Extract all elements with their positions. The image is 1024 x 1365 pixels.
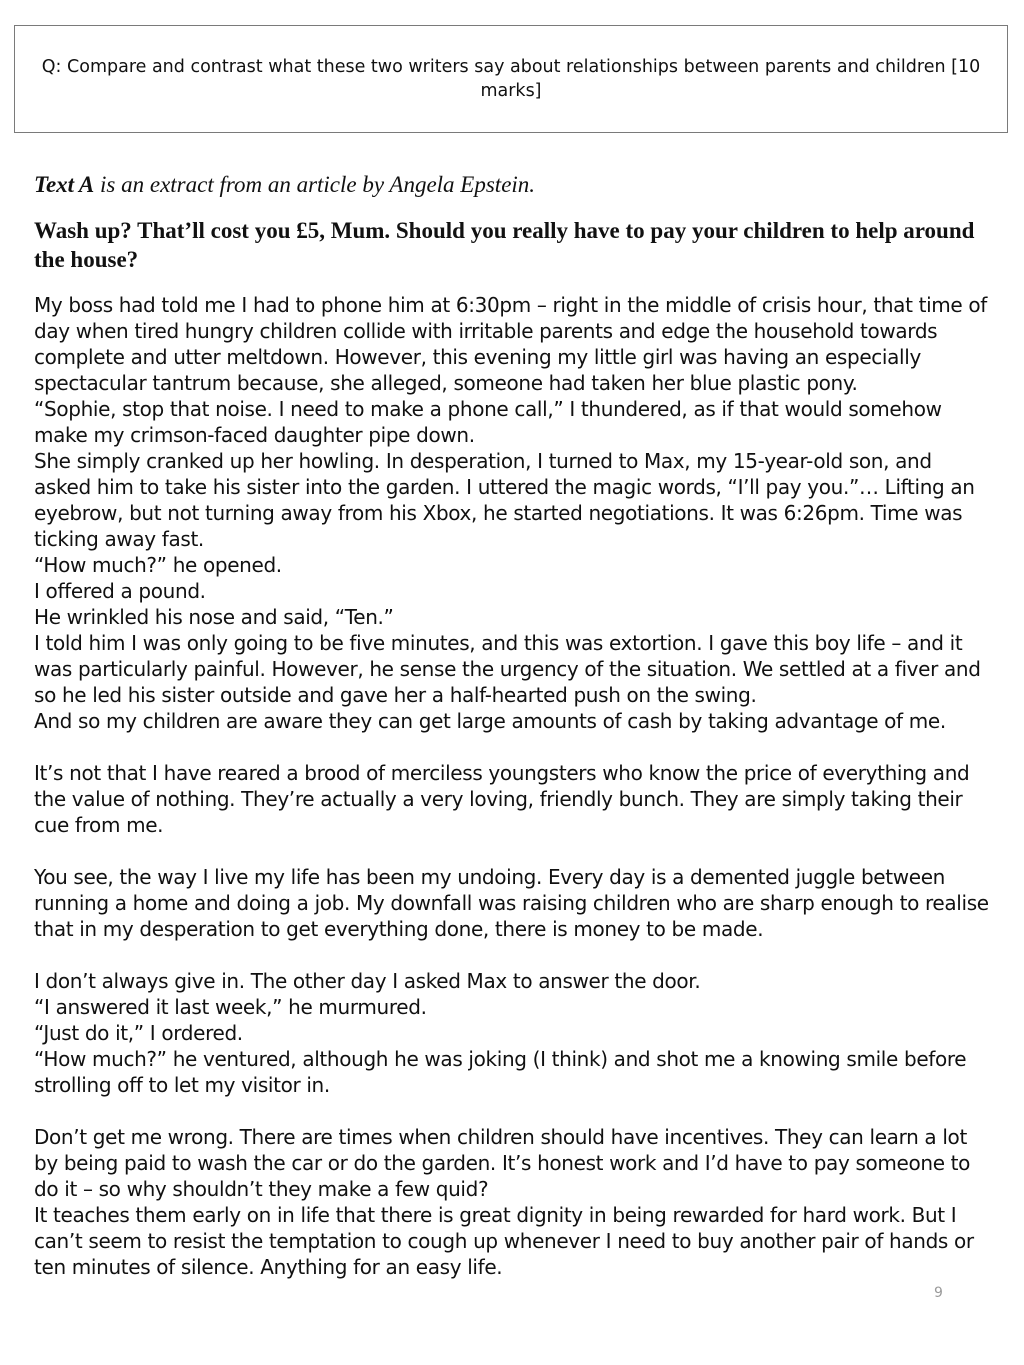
article-headline: Wash up? That’ll cost you £5, Mum. Should you really have to pay your children to help around the house?: [34, 218, 975, 272]
paragraph: “Sophie, stop that noise. I need to make a phone call,” I thundered, as if that would somehow make my crimson-faced daughter pipe down.: [34, 397, 942, 447]
paragraph: “How much?” he opened.: [34, 553, 282, 577]
source-description: is an extract from an article by Angela Epstein.: [94, 172, 536, 197]
paragraph-gap: [34, 1098, 994, 1124]
paragraph: She simply cranked up her howling. In desperation, I turned to Max, my 15-year-old son, and asked him to take his sister into the garden. I uttered the magic words, “I’ll pay you.”… Lifting an eyebrow, but not turning away from his Xbox, he started negotiations. It was 6:26pm. Time was ticking away fast.: [34, 449, 975, 551]
paragraph: It teaches them early on in life that there is great dignity in being rewarded for hard work. But I can’t seem to resist the temptation to cough up whenever I need to buy another pair of hands or ten minutes of silence. Anything for an easy life.: [34, 1203, 974, 1279]
paragraph-gap: [34, 734, 994, 760]
paragraph-gap: [34, 942, 994, 968]
source-intro: [34, 170, 994, 200]
page-number: 9: [934, 1285, 943, 1301]
question-text: Q: Compare and contrast what these two writers say about relationships between parents and children [10 marks]: [41, 57, 981, 101]
paragraph: I offered a pound.: [34, 579, 206, 603]
paragraph: My boss had told me I had to phone him at 6:30pm – right in the middle of crisis hour, that time of day when tired hungry children collide with irritable parents and edge the household towards complete and utter meltdown. However, this evening my little girl was having an especially spectacular tantrum because, she alleged, someone had taken her blue plastic pony.: [34, 293, 987, 395]
article-body: [34, 292, 994, 1280]
paragraph: I told him I was only going to be five minutes, and this was extortion. I gave this boy life – and it was particularly painful. However, he sense the urgency of the situation. We settled at a fiver and so he led his sister outside and gave her a half-hearted push on the swing.: [34, 631, 981, 707]
article-content: [34, 170, 994, 1280]
paragraph: “Just do it,” I ordered.: [34, 1021, 243, 1045]
paragraph: You see, the way I live my life has been my undoing. Every day is a demented juggle between running a home and doing a job. My downfall was raising children who are sharp enough to realise that in my desperation to get everything done, there is money to be made.: [34, 865, 989, 941]
paragraph: I don’t always give in. The other day I asked Max to answer the door.: [34, 969, 701, 993]
paragraph: It’s not that I have reared a brood of merciless youngsters who know the price of everything and the value of nothing. They’re actually a very loving, friendly bunch. They are simply taking their cue from me.: [34, 761, 970, 837]
paragraph-gap: [34, 838, 994, 864]
paragraph: “How much?” he ventured, although he was joking (I think) and shot me a knowing smile before strolling off to let my visitor in.: [34, 1047, 967, 1097]
paragraph: And so my children are aware they can get large amounts of cash by taking advantage of me.: [34, 709, 946, 733]
question-box: [14, 25, 1008, 133]
paragraph: He wrinkled his nose and said, “Ten.”: [34, 605, 394, 629]
paragraph: Don’t get me wrong. There are times when children should have incentives. They can learn a lot by being paid to wash the car or do the garden. It’s honest work and I’d have to pay someone to do it – so why shouldn’t they make a few quid?: [34, 1125, 971, 1201]
paragraph: “I answered it last week,” he murmured.: [34, 995, 427, 1019]
source-label: Text A: [34, 172, 95, 197]
